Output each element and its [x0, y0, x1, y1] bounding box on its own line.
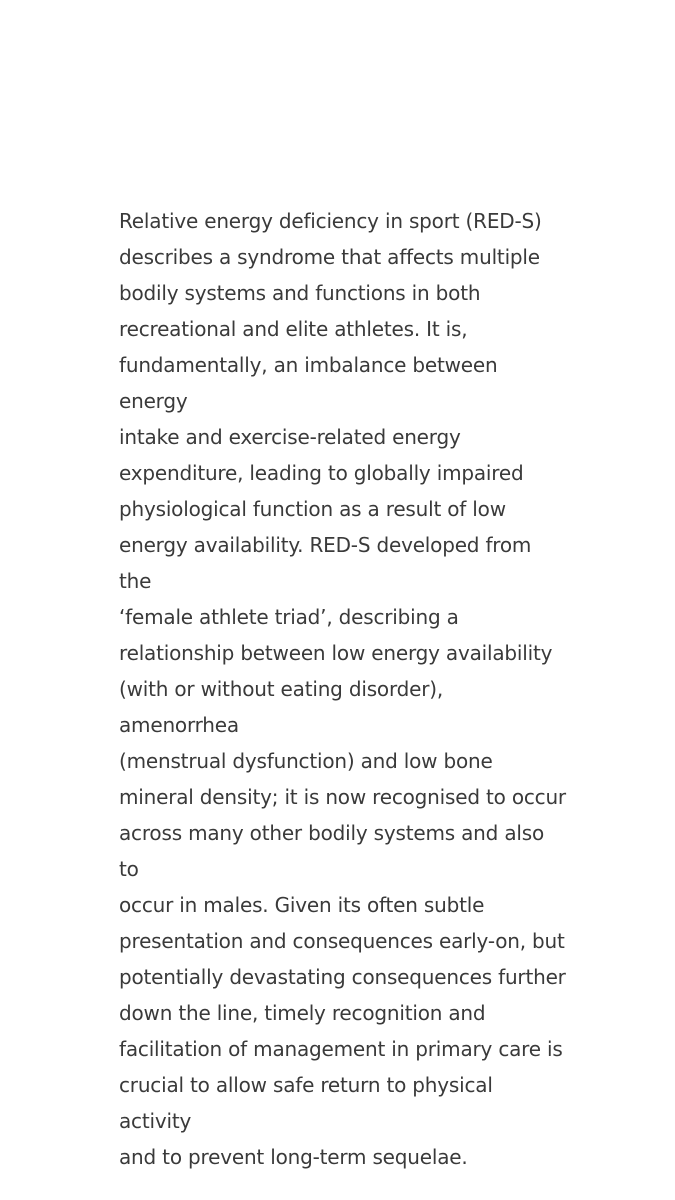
- article-paragraph: Relative energy deficiency in sport (RED-S) describes a syndrome that affects multiple bodily systems and functions in both recreational and elite athletes. It is, fundamentally, an imbalance between energy intake and exercise-related energy expenditure, leading to globally impaired physiological function as a result of low energy availability. RED-S developed from the ‘female athlete triad’, describing a relationship between low energy availability (with or without eating disorder), amenorrhea (menstrual dysfunction) and low bone mineral density; it is now recognised to occur across many other bodily systems and also to occur in males. Given its often subtle presentation and consequences early-on, but potentially devastating consequences further down the line, timely recognition and facilitation of management in primary care is crucial to allow safe return to physical activity and to prevent long-term sequelae.: [119, 209, 566, 1169]
